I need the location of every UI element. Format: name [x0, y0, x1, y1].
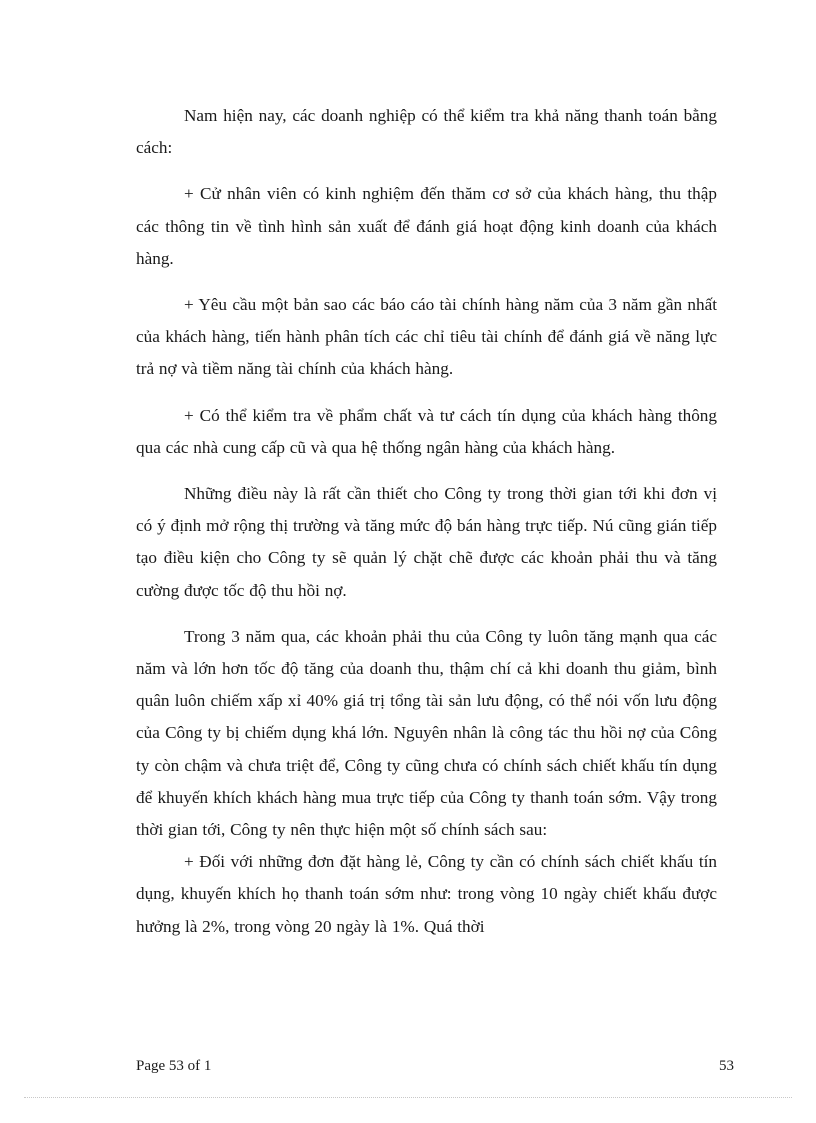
footer-page-label: Page 53 of 1: [136, 1058, 212, 1074]
footer-page-number: 53: [719, 1058, 734, 1074]
paragraph-3: + Yêu cầu một bản sao các báo cáo tài chính hàng năm của 3 năm gần nhất của khách hàng, tiến hành phân tích các chỉ tiêu tài chính để đánh giá về năng lực trả nợ và tiềm năng tài chính của khách hàng.: [136, 295, 717, 379]
paragraph-7: + Đối với những đơn đặt hàng lẻ, Công ty cần có chính sách chiết khấu tín dụng, khuyến khích họ thanh toán sớm như: trong vòng 10 ngày chiết khấu được hưởng là 2%, trong vòng 20 ngày là 1%. Quá thời: [136, 852, 717, 936]
body-text: [136, 100, 717, 957]
paragraph-6: Trong 3 năm qua, các khoản phải thu của Công ty luôn tăng mạnh qua các năm và lớn hơn tốc độ tăng của doanh thu, thậm chí cả khi doanh thu giảm, bình quân luôn chiếm xấp xỉ 40% giá trị tổng tài sản lưu động, có thể nói vốn lưu động của Công ty bị chiếm dụng khá lớn. Nguyên nhân là công tác thu hồi nợ của Công ty còn chậm và chưa triệt để, Công ty cũng chưa có chính sách chiết khấu tín dụng để khuyến khích khách hàng mua trực tiếp của Công ty thanh toán sớm. Vậy trong thời gian tới, Công ty nên thực hiện một số chính sách sau:: [136, 626, 717, 840]
paragraph-2: + Cử nhân viên có kinh nghiệm đến thăm cơ sở của khách hàng, thu thập các thông tin về tình hình sản xuất để đánh giá hoạt động kinh doanh của khách hàng.: [136, 184, 717, 268]
paragraph-1: Nam hiện nay, các doanh nghiệp có thể kiểm tra khả năng thanh toán bằng cách:: [136, 106, 717, 158]
paragraph-4: + Có thể kiểm tra về phẩm chất và tư cách tín dụng của khách hàng thông qua các nhà cung cấp cũ và qua hệ thống ngân hàng của khách hàng.: [136, 405, 717, 457]
page-footer: [136, 1057, 734, 1075]
paragraph-5: Những điều này là rất cần thiết cho Công ty trong thời gian tới khi đơn vị có ý định mở rộng thị trường và tăng mức độ bán hàng trực tiếp. Nú cũng gián tiếp tạo điều kiện cho Công ty sẽ quản lý chặt chẽ được các khoản phải thu và tăng cường được tốc độ thu hồi nợ.: [136, 484, 717, 600]
page-bottom-divider: [24, 1097, 792, 1098]
